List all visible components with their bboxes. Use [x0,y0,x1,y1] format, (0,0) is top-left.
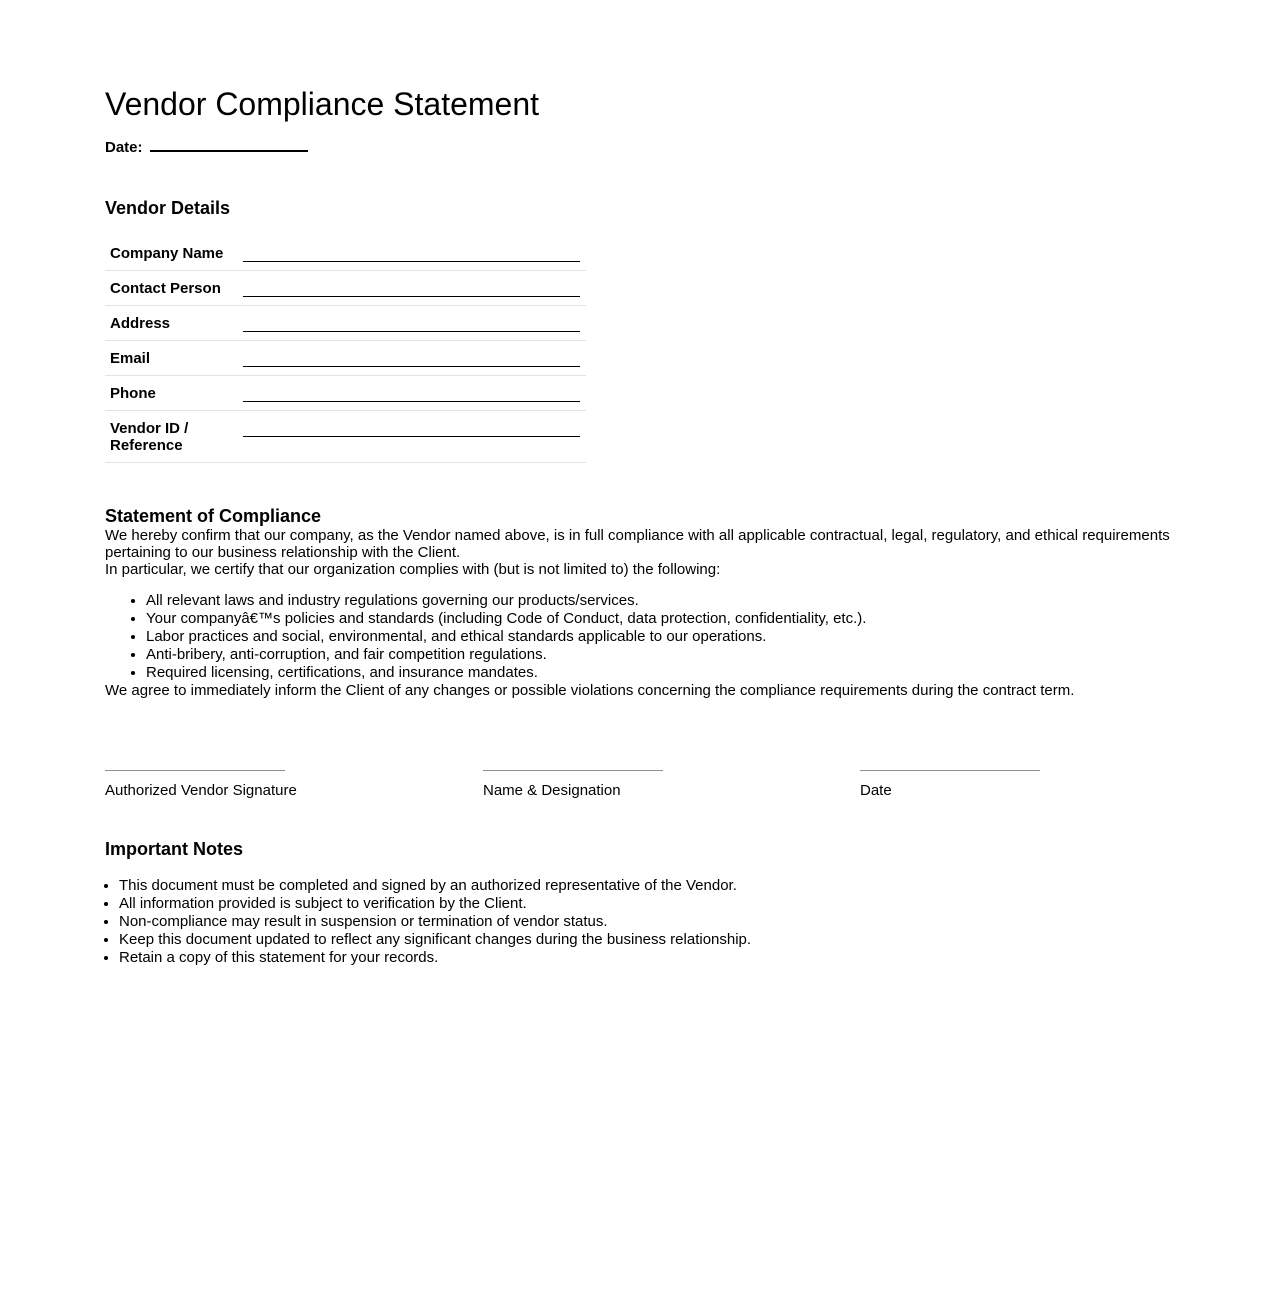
field-label-phone: Phone [110,385,156,402]
list-item: • Anti-bribery, anti-corruption, and fair competition regulations. [146,646,1173,664]
compliance-paragraph-2: In particular, we certify that our organization complies with (but is not limited to) the following: [105,561,721,578]
list-item: • All relevant laws and industry regulations governing our products/services. [146,592,1173,610]
list-item: • Labor practices and social, environmental, and ethical standards applicable to our operations. [146,628,1173,646]
signature-date-label: Date [860,782,892,799]
list-item: • Keep this document updated to reflect any significant changes during the business relationship. [119,931,1173,949]
important-notes-heading: Important Notes [105,839,244,859]
date-row [105,137,1173,157]
field-label-company-name: Company Name [110,245,224,262]
important-notes-list [105,877,1173,967]
field-label-contact-person: Contact Person [110,280,221,297]
name-designation-blank-line [483,770,663,771]
signature-block-name [483,770,860,800]
contact-person-blank-line [243,280,580,297]
compliance-bullet-list [105,592,1173,682]
list-item: • Required licensing, certifications, and insurance mandates. [146,664,1173,682]
phone-blank-line [243,385,580,402]
signature-date-blank-line [860,770,1040,771]
signature-block-vendor [105,770,483,800]
list-item: • This document must be completed and signed by an authorized representative of the Vendor. [119,877,1173,895]
table-row [105,271,586,306]
signature-blank-line [105,770,285,771]
signature-section [105,770,1173,800]
address-blank-line [243,315,580,332]
name-designation-label: Name & Designation [483,782,621,799]
field-label-email: Email [110,350,151,367]
table-row [105,411,586,463]
vendor-details-table [105,236,586,463]
vendor-id-blank-line [243,420,580,437]
table-row [105,341,586,376]
list-item: • Retain a copy of this statement for your records. [119,949,1173,967]
list-item: • Non-compliance may result in suspension or termination of vendor status. [119,913,1173,931]
table-row [105,376,586,411]
company-name-blank-line [243,245,580,262]
date-label: Date: [105,139,143,156]
compliance-paragraph-3: We agree to immediately inform the Client of any changes or possible violations concerning the compliance requirements during the contract term. [105,682,1075,699]
compliance-paragraph-1: We hereby confirm that our company, as the Vendor named above, is in full compliance with all applicable contractual, legal, regulatory, and ethical requirements pertaining to our business relationship with the Client. [105,527,1170,561]
statement-of-compliance-heading: Statement of Compliance [105,506,322,526]
field-label-address: Address [110,315,171,332]
list-item: • All information provided is subject to verification by the Client. [119,895,1173,913]
page-title: Vendor Compliance Statement [105,86,540,122]
table-row [105,236,586,271]
signature-block-date [860,770,1173,800]
email-blank-line [243,350,580,367]
vendor-details-heading: Vendor Details [105,198,231,218]
table-row [105,306,586,341]
date-blank-line [150,137,308,152]
field-label-vendor-id: Vendor ID / Reference [110,420,189,454]
list-item: • Your companyâ€™s policies and standards (including Code of Conduct, data protection, confidentiality, etc.). [146,610,1173,628]
signature-label: Authorized Vendor Signature [105,782,297,799]
